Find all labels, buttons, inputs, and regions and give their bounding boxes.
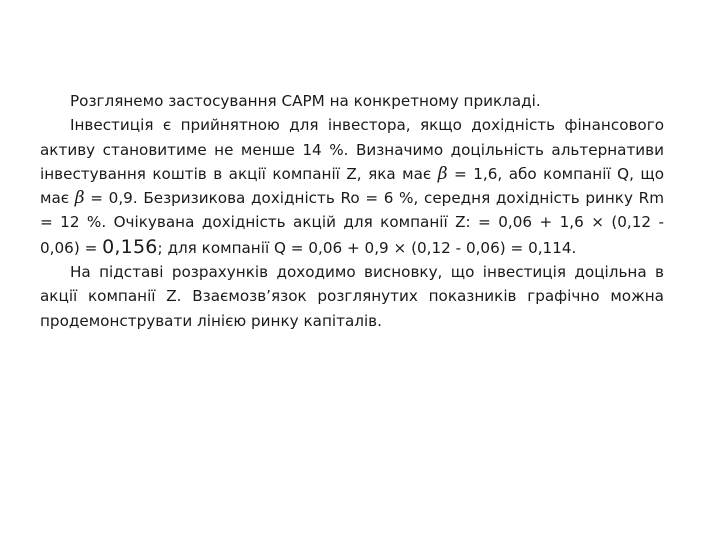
calculation-text-2: = 1,6, або компанії Q, що має (40, 164, 664, 208)
paragraph-conclusion-text: На підставі розрахунків доходимо висновку, що інвестиція доцільна в акції компанії Z. Взаємозв’язок розглянутих показників графічно можна продемонструвати лінією ринку капіталів. (40, 263, 664, 330)
paragraph-intro-text: Розглянемо застосування CAPM на конкретному прикладі. (70, 92, 541, 110)
paragraph-calculation (40, 113, 664, 260)
calculation-text-1: Інвестиція є прийнятною для інвестора, якщо дохідність фінансового активу становитиме не менше 14 %. Визначимо доцільність альтернативи інвестування коштів в акції компанії Z, яка має (40, 116, 664, 183)
calculation-text-4: ; для компанії Q = 0,06 + 0,9 × (0,12 - 0,06) = 0,114. (157, 238, 577, 257)
paragraph-intro (40, 89, 664, 113)
beta-symbol-z: β (437, 163, 448, 184)
document-body (40, 89, 664, 333)
expected-return-z-value: 0,156 (102, 235, 158, 258)
beta-symbol-q: β (74, 188, 85, 209)
paragraph-conclusion (40, 260, 664, 333)
calculation-text-3: = 0,9. Безризикова дохідність Ro = 6 %, середня дохідність ринку Rm = 12 %. Очікувана дохідність акцій для компанії Z: = 0,06 + 1,6 × (0,12 - 0,06) = (40, 189, 664, 257)
